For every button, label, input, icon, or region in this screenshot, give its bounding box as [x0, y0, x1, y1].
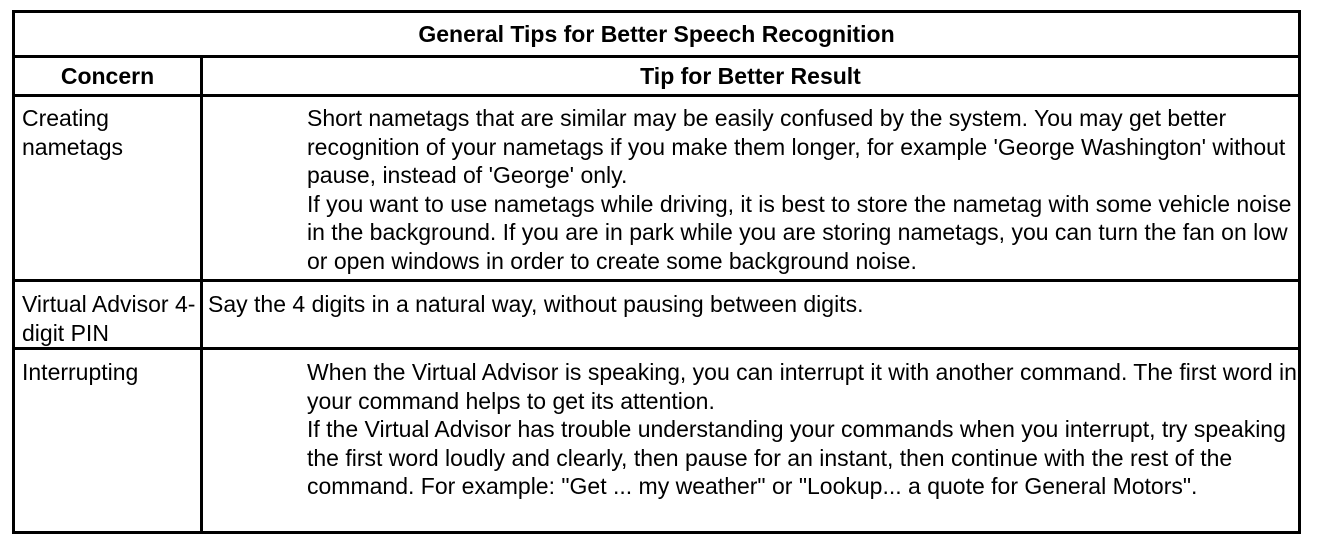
row-divider	[15, 279, 1298, 282]
speech-tips-table	[12, 10, 1301, 534]
tip-cell	[307, 104, 1297, 275]
concern-cell: Interrupting	[22, 359, 139, 385]
tip-paragraph: Say the 4 digits in a natural way, without pausing between digits.	[208, 291, 864, 317]
tip-paragraph: When the Virtual Advisor is speaking, you can interrupt it with another command. The first word in your command helps to get its attention.	[307, 359, 1297, 414]
column-divider	[200, 58, 203, 531]
row-divider	[15, 347, 1298, 350]
tip-paragraph: Short nametags that are similar may be easily confused by the system. You may get better recognition of your nametags if you make them longer, for example 'George Washington' without pause, instead of 'George' only.	[307, 105, 1286, 188]
tip-paragraph: If the Virtual Advisor has trouble understanding your commands when you interrupt, try speaking the first word loudly and clearly, then pause for an instant, then continue with the rest of the command. For example: "Get ... my weather" or "Lookup... a quote for General Motors".	[307, 416, 1286, 499]
tip-cell	[208, 290, 1293, 319]
table-title: General Tips for Better Speech Recognition	[418, 20, 895, 47]
header-divider	[15, 94, 1298, 97]
concern-cell: Creating nametags	[22, 105, 124, 160]
header-tip: Tip for Better Result	[640, 62, 861, 89]
header-concern: Concern	[60, 62, 155, 89]
tip-cell	[307, 358, 1297, 501]
concern-cell: Virtual Advisor 4-digit PIN	[22, 291, 196, 346]
tip-paragraph: If you want to use nametags while driving, it is best to store the nametag with some vehicle noise in the background. If you are in park while you are storing nametags, you can turn the fan on low or open windows in order to create some background noise.	[307, 190, 1292, 274]
